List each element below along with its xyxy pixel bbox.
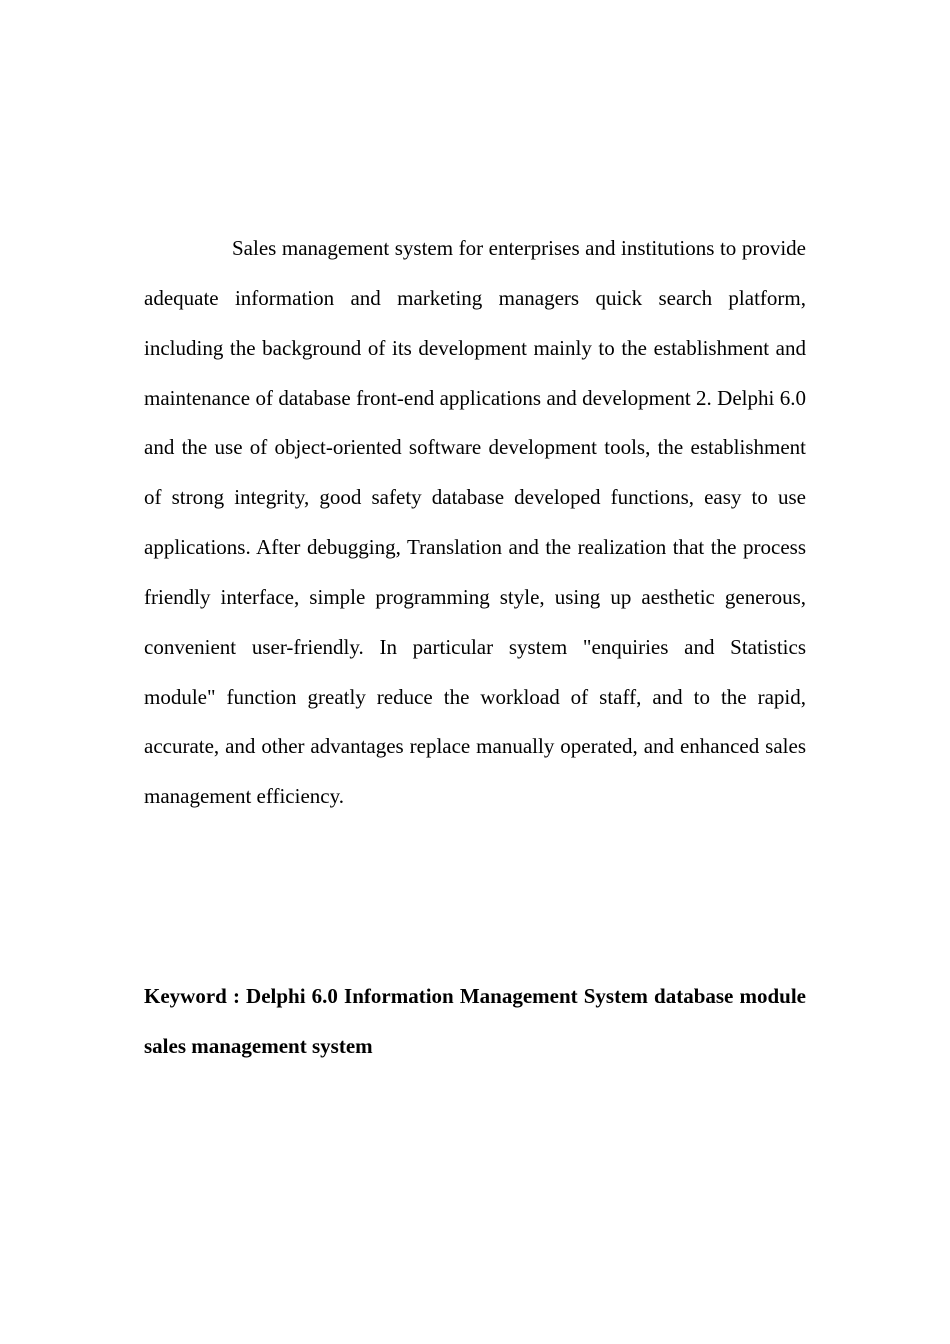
keywords-line: Keyword : Delphi 6.0 Information Management System database module sales management system: [144, 984, 806, 1058]
abstract-paragraph: Sales management system for enterprises and institutions to provide adequate information and marketing managers quick search platform, including the background of its development mainly to the establishment and maintenance of database front-end applications and development 2. Delphi 6.0 and the use of object-oriented software development tools, the establishment of strong integrity, good safety database developed functions, easy to use applications. After debugging, Translation and the realization that the process friendly interface, simple programming style, using up aesthetic generous, convenient user-friendly. In particular system "enquiries and Statistics module" function greatly reduce the workload of staff, and to the rapid, accurate, and other advantages replace manually operated, and enhanced sales management efficiency.: [144, 236, 806, 809]
